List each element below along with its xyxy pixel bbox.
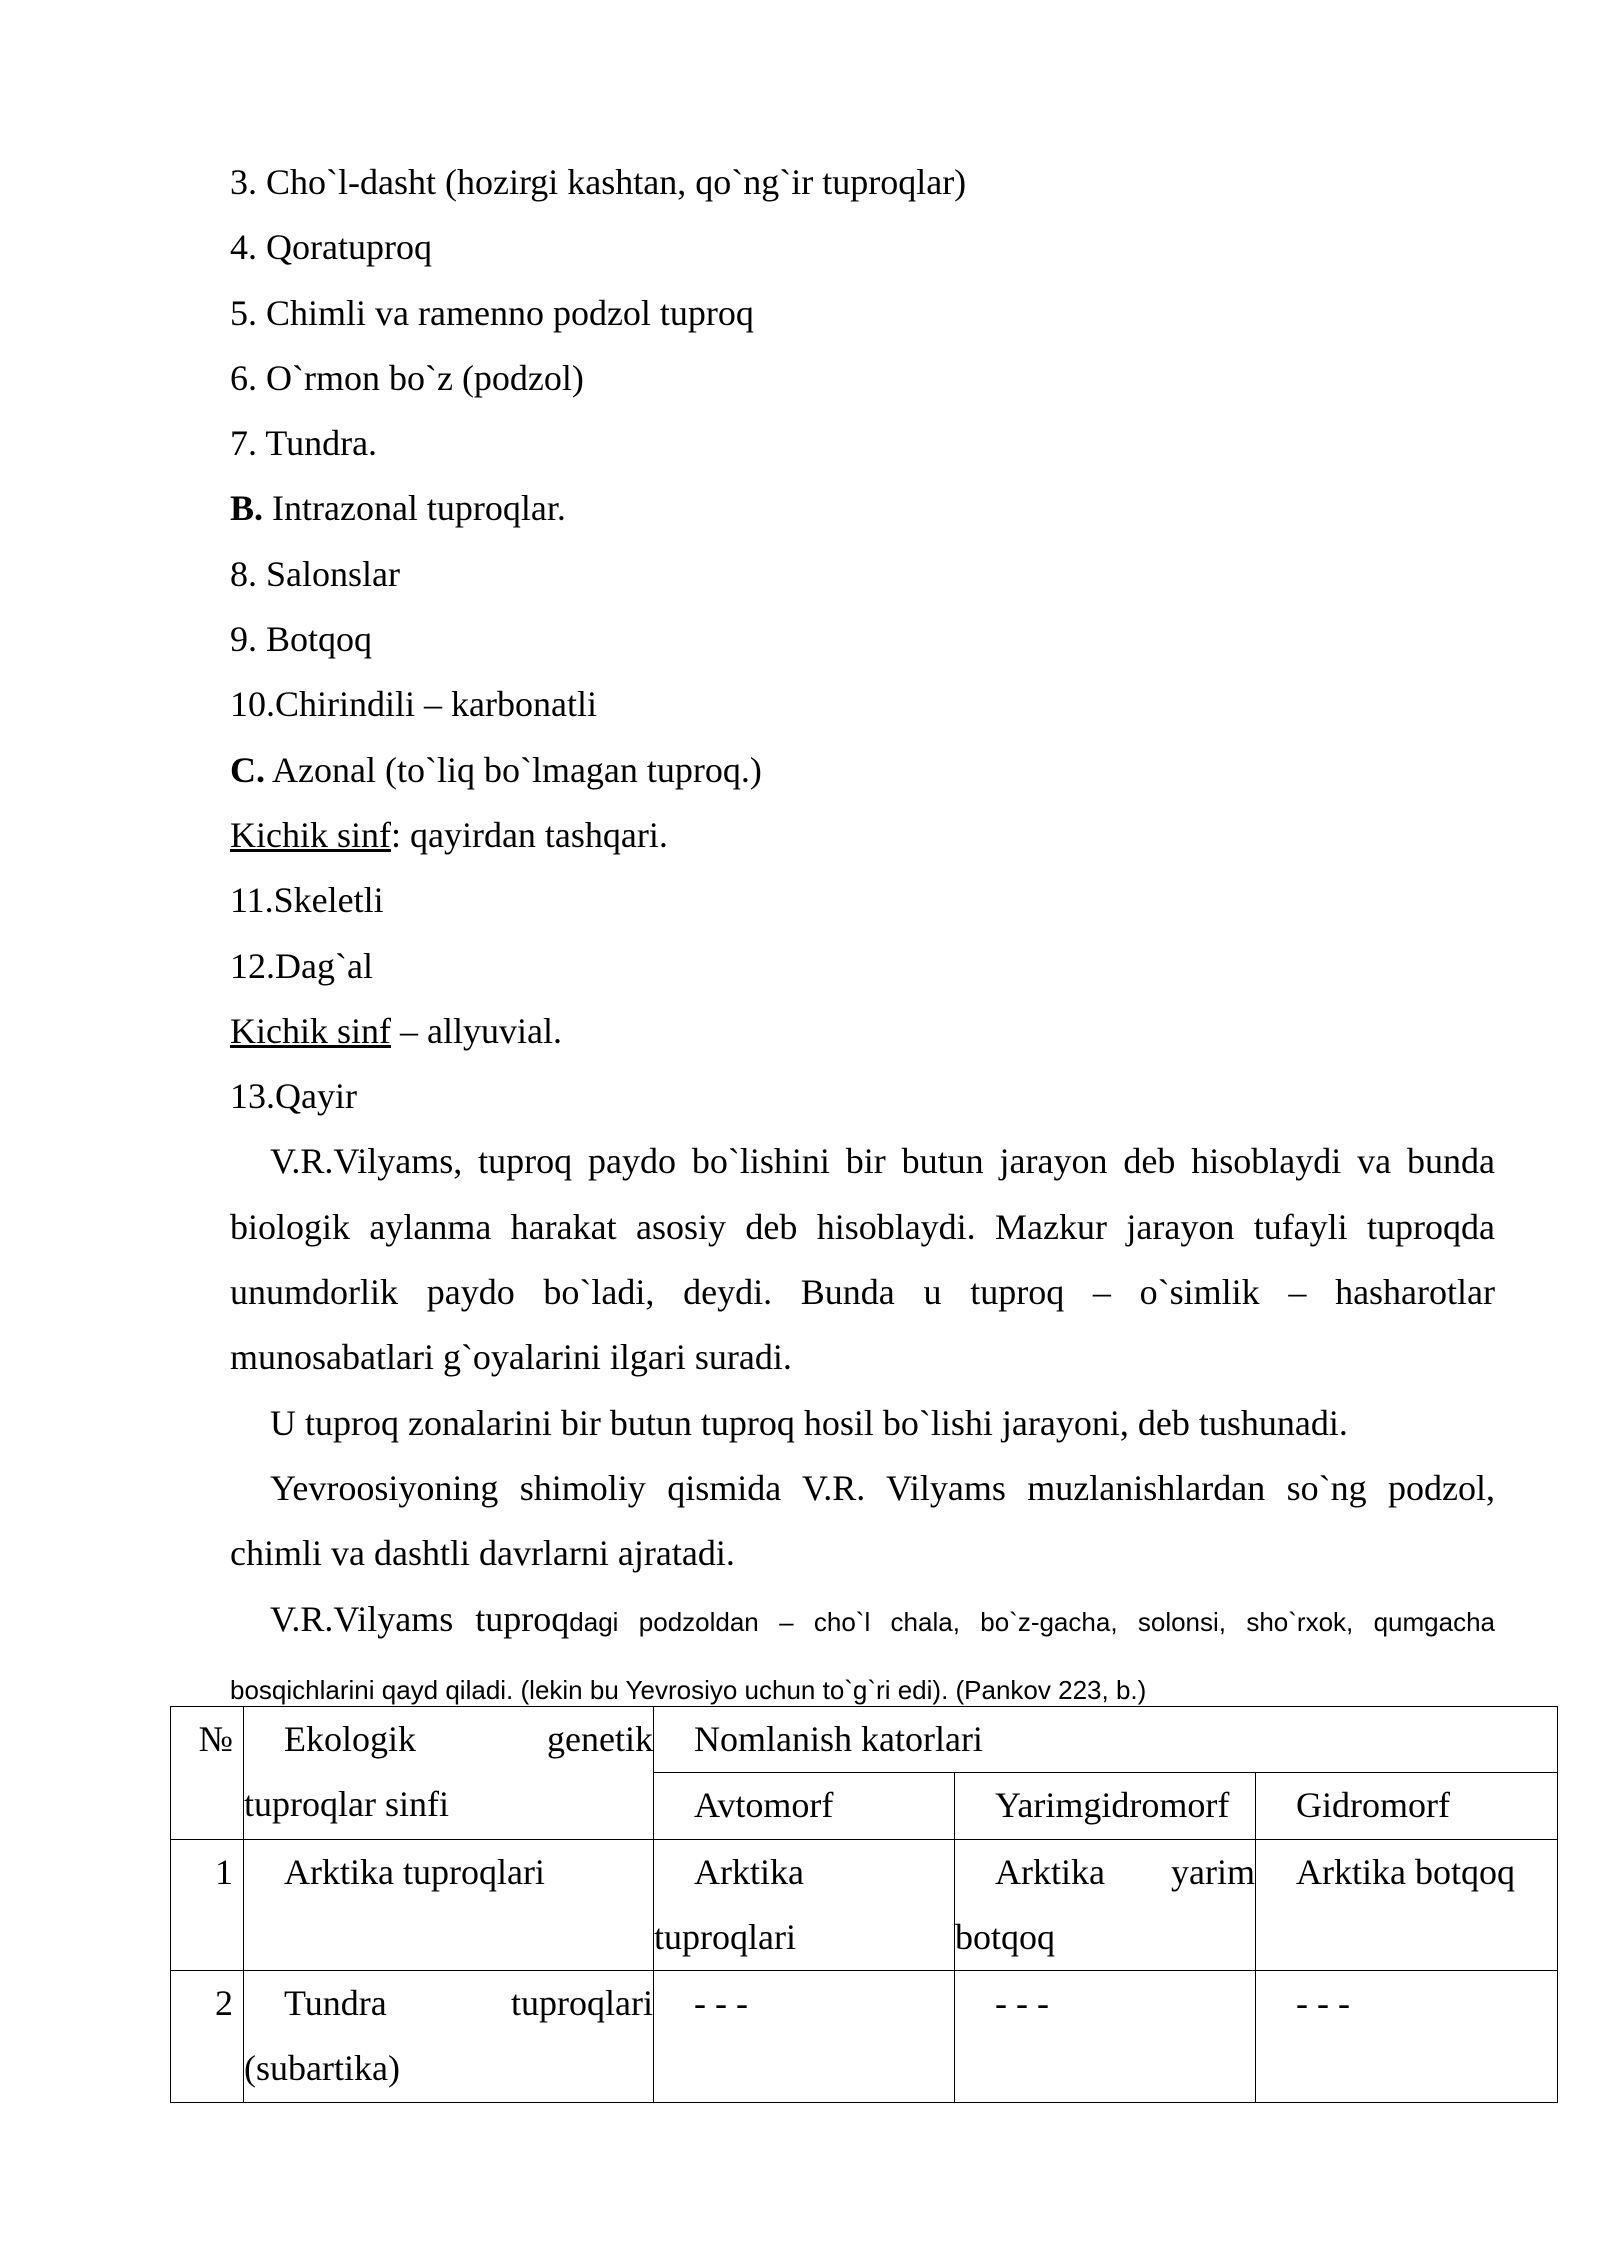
table-row: [171, 1839, 1558, 1971]
header-class: Ekologik genetik tuproqlar sinfi: [244, 1707, 654, 1840]
list-item: 3. Cho`l-dasht (hozirgi kashtan, qo`ng`ir tuproqlar): [230, 162, 967, 202]
row-gidromorf: Arktika botqoq: [1256, 1839, 1558, 1971]
row-avtomorf: Arktika tuproqlari: [654, 1839, 955, 1971]
paragraph: U tuproq zonalarini bir butun tuproq hosil bo`lishi jarayoni, deb tushunadi.: [270, 1402, 1348, 1443]
table-row: [171, 1971, 1558, 2103]
paragraph-lead: V.R.Vilyams tuproq: [270, 1598, 570, 1639]
subclass-line: [230, 803, 1495, 868]
subclass-text: : qayirdan tashqari.: [390, 814, 668, 855]
list-item: 6. O`rmon bo`z (podzol): [230, 357, 584, 398]
paragraph-rest: dagi podzoldan – cho`l chala, bo`z-gacha, solonsi, sho`rxok, qumgacha bosqichlarini qayd qiladi. (lekin bu Yevrosiyo uchun to`g`ri edi). (Pankov 223, b.): [230, 1606, 1495, 1705]
list-item: 8. Salonslar: [230, 553, 400, 594]
row-number: 2: [171, 1971, 244, 2103]
list-item: 12.Dag`al: [230, 945, 373, 986]
row-class: Tundra tuproqlari (subartika): [244, 1971, 654, 2103]
list-item: 9. Botqoq: [230, 619, 373, 660]
row-avtomorf: - - -: [654, 1971, 955, 2103]
section-title: Intrazonal tuproqlar.: [263, 488, 566, 529]
soil-classification-table: [170, 1706, 1558, 2103]
subclass-line: [230, 999, 1495, 1064]
list-item: 11.Skeletli: [230, 880, 384, 921]
header-number: №: [171, 1707, 244, 1840]
soil-classification-table-wrap: [170, 1706, 1557, 2103]
row-class: Arktika tuproqlari: [244, 1839, 654, 1971]
section-letter: B.: [230, 488, 264, 529]
header-col-gidromorf: Gidromorf: [1256, 1773, 1558, 1839]
list-item: 13.Qayir: [230, 1076, 357, 1117]
paragraph: Yevroosiyoning shimoliy qismida V.R. Vilyams muzlanishlardan so`ng podzol, chimli va dashtli davrlarni ajratadi.: [230, 1467, 1495, 1574]
document-body: [230, 150, 1495, 1723]
row-gidromorf: - - -: [1256, 1971, 1558, 2103]
row-yarimgidromorf: - - -: [955, 1971, 1256, 2103]
section-heading-b: [230, 476, 1495, 541]
paragraph: V.R.Vilyams, tuproq paydo bo`lishini bir butun jarayon deb hisoblaydi va bunda biologik aylanma harakat asosiy deb hisoblaydi. Mazkur jarayon tufayli tuproqda unumdorlik paydo bo`ladi, deydi. Bunda u tuproq – o`simlik – hasharotlar munosabatlari g`oyalarini ilgari suradi.: [230, 1141, 1495, 1378]
section-title: Azonal (to`liq bo`lmagan tuproq.): [265, 749, 762, 790]
header-col-avtomorf: Avtomorf: [654, 1773, 955, 1839]
subclass-label: Kichik sinf: [230, 814, 391, 855]
section-heading-c: [230, 738, 1495, 803]
section-letter: C.: [230, 749, 265, 790]
row-number: 1: [171, 1839, 244, 1971]
list-item: 10.Chirindili – karbonatli: [230, 684, 597, 725]
row-yarimgidromorf: Arktika yarim botqoq: [955, 1839, 1256, 1971]
list-item: 7. Tundra.: [230, 423, 378, 464]
list-item: 5. Chimli va ramenno podzol tuproq: [230, 292, 754, 333]
subclass-text: – allyuvial.: [390, 1010, 562, 1051]
list-item: 4. Qoratuproq: [230, 227, 432, 268]
table-header-row: [171, 1707, 1558, 1773]
paragraph: [230, 1587, 1495, 1724]
header-col-yarimgidromorf: Yarimgidromorf: [955, 1773, 1256, 1839]
header-group: Nomlanish katorlari: [654, 1707, 1558, 1773]
subclass-label: Kichik sinf: [230, 1010, 391, 1051]
